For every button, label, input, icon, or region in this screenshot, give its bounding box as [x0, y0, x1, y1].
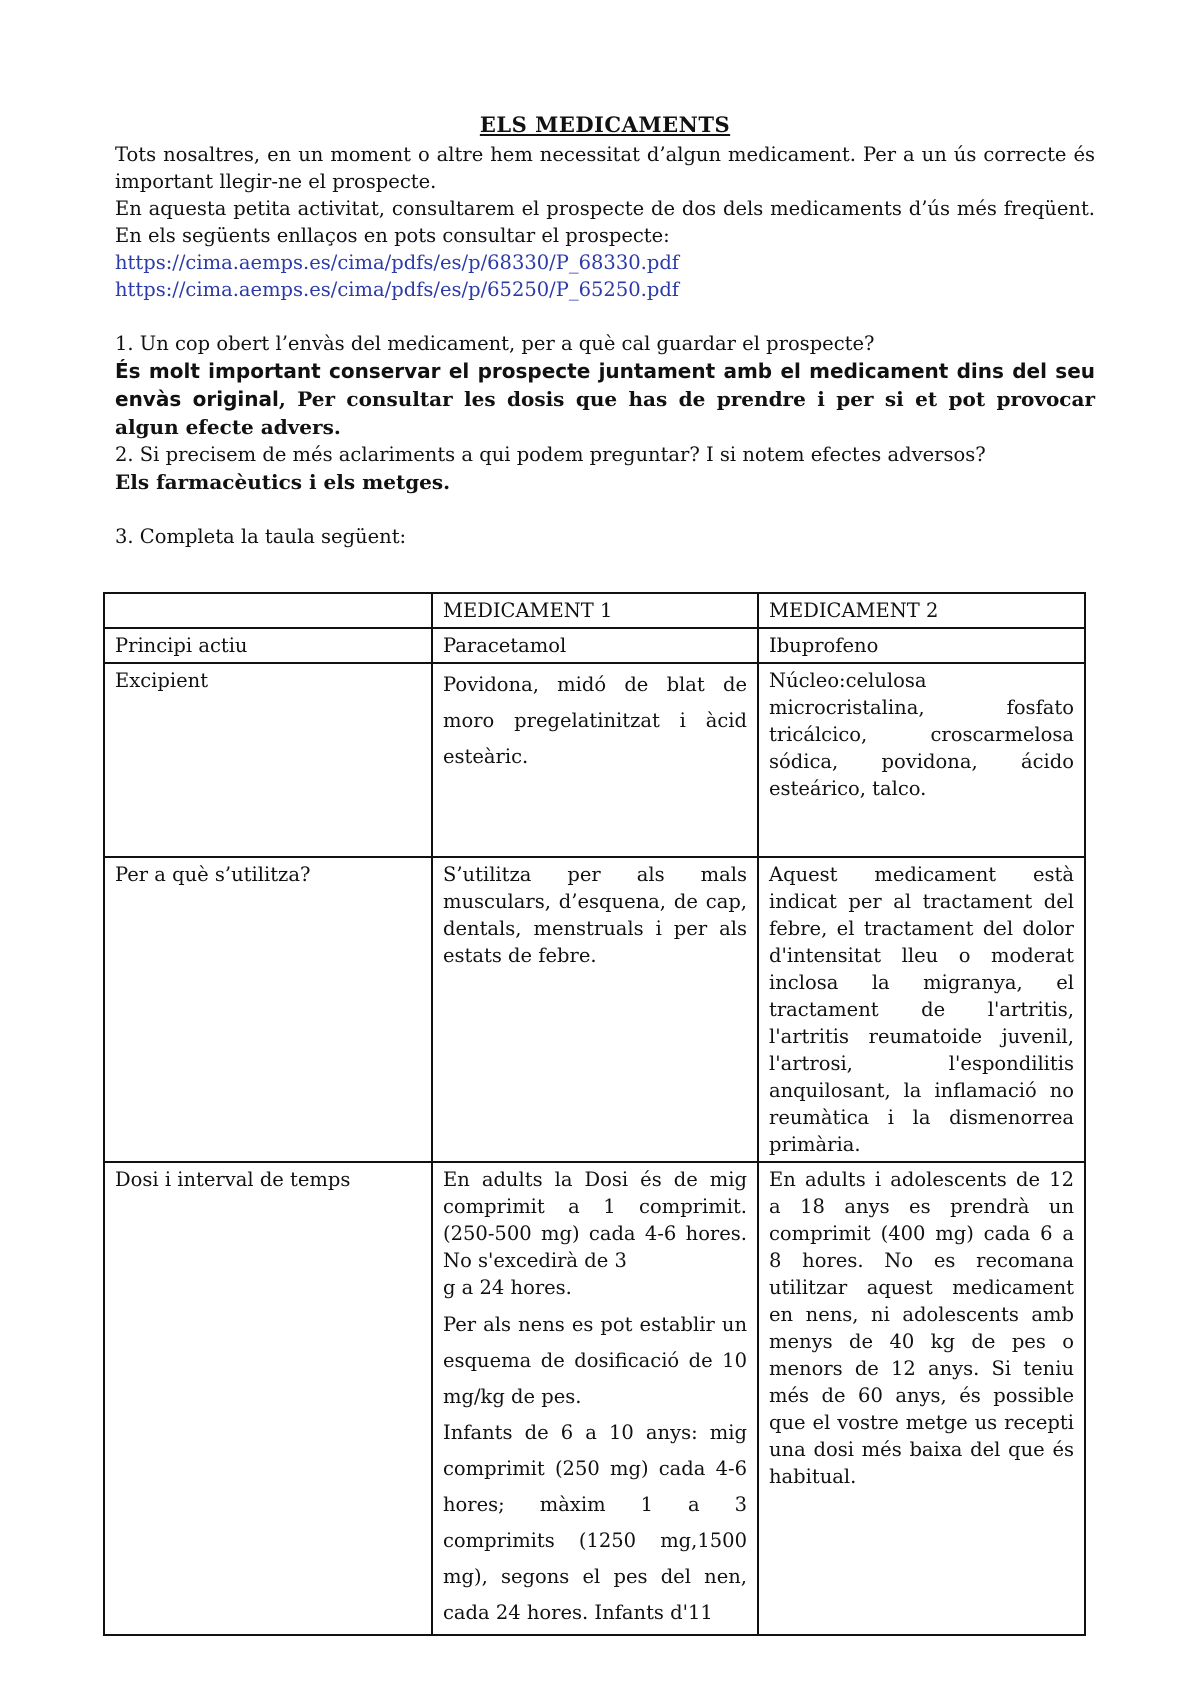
cell-med2-utilitza: Aquest medicament està indicat per al tractament del febre, el tractament del dolor d'intensitat lleu o moderat inclosa la migranya, el tractament de l'artritis, l'artritis reumatoide juvenil, l'artrosi, l'espondilitis anquilosant, la inflamació no reumàtica i la dismenorrea primària.	[758, 857, 1085, 1162]
row-label-principi-actiu: Principi actiu	[104, 628, 432, 663]
spacer	[115, 496, 1095, 523]
dosi-med1-paragraph-4: Infants de 6 a 10 anys: mig comprimit (250 mg) cada 4-6 hores; màxim 1 a 3 comprimits (1250 mg,1500 mg), segons el pes del nen, cada 24 hores. Infants d'11	[443, 1421, 747, 1624]
medication-table-wrapper	[103, 592, 1083, 1636]
cell-med1-principi-actiu: Paracetamol	[432, 628, 758, 663]
answer-1-part-1: És molt important conservar el prospecte juntament amb el medicament dins del seu envàs original	[115, 359, 1095, 411]
dosi-med1-paragraph-3: Per als nens es pot establir un esquema de dosificació de 10 mg/kg de pes.	[443, 1313, 747, 1408]
row-label-excipient: Excipient	[104, 663, 432, 857]
table-row	[104, 628, 1085, 663]
header-empty-cell	[104, 593, 432, 628]
header-medicament-1: MEDICAMENT 1	[432, 593, 758, 628]
dosi-med1-paragraph-2: g a 24 hores.	[443, 1276, 572, 1299]
question-3: 3. Completa la taula següent:	[115, 525, 407, 548]
answer-2: Els farmacèutics i els metges.	[115, 470, 451, 494]
row-label-utilitza: Per a què s’utilitza?	[104, 857, 432, 1162]
cell-med2-excipient: Núcleo:celulosa microcristalina, fosfato tricálcico, croscarmelosa sódica, povidona, ácido esteárico, talco.	[758, 663, 1085, 857]
table-row	[104, 1162, 1085, 1635]
row-label-dosi: Dosi i interval de temps	[104, 1162, 432, 1635]
prospectus-link-1[interactable]: https://cima.aemps.es/cima/pdfs/es/p/68330/P_68330.pdf	[115, 251, 680, 274]
cell-med2-dosi: En adults i adolescents de 12 a 18 anys es prendrà un comprimit (400 mg) cada 6 a 8 hores. No es recomana utilitzar aquest medicament en nens, ni adolescents amb menys de 40 kg de pes o menors de 12 anys. Si teniu més de 60 anys, és possible que el vostre metge us recepti una dosi més baixa del que és habitual.	[758, 1162, 1085, 1635]
cell-med2-principi-actiu: Ibuprofeno	[758, 628, 1085, 663]
document-title: ELS MEDICAMENTS	[479, 112, 731, 137]
header-medicament-2: MEDICAMENT 2	[758, 593, 1085, 628]
question-1: 1. Un cop obert l’envàs del medicament, per a què cal guardar el prospecte?	[115, 332, 875, 355]
cell-med1-excipient: Povidona, midó de blat de moro pregelatinitzat i àcid esteàric.	[432, 663, 758, 857]
table-row	[104, 663, 1085, 857]
intro-paragraph-2: En aquesta petita activitat, consultarem el prospecte de dos dels medicaments d’ús més freqüent. En els següents enllaços en pots consultar el prospecte:	[115, 197, 1095, 247]
table-row	[104, 857, 1085, 1162]
cell-med1-utilitza: S’utilitza per als mals musculars, d’esquena, de cap, dentals, menstruals i per als estats de febre.	[432, 857, 758, 1162]
answer-1	[115, 357, 1095, 441]
answer-1-part-2: , Per consultar les dosis que has de prendre i per si et pot provocar algun efecte advers.	[115, 387, 1095, 439]
question-2: 2. Si precisem de més aclariments a qui podem preguntar? I si notem efectes adversos?	[115, 443, 986, 466]
intro-paragraph-1: Tots nosaltres, en un moment o altre hem necessitat d’algun medicament. Per a un ús correcte és important llegir-ne el prospecte.	[115, 143, 1095, 193]
prospectus-link-2[interactable]: https://cima.aemps.es/cima/pdfs/es/p/65250/P_65250.pdf	[115, 278, 680, 301]
table-header-row	[104, 593, 1085, 628]
cell-med1-dosi	[432, 1162, 758, 1635]
spacer	[115, 303, 1095, 330]
dosi-med1-paragraph-1: En adults la Dosi és de mig comprimit a 1 comprimit. (250-500 mg) cada 4-6 hores. No s'excedirà de 3	[443, 1168, 747, 1272]
document-body	[115, 112, 1095, 550]
medication-table	[103, 592, 1086, 1636]
